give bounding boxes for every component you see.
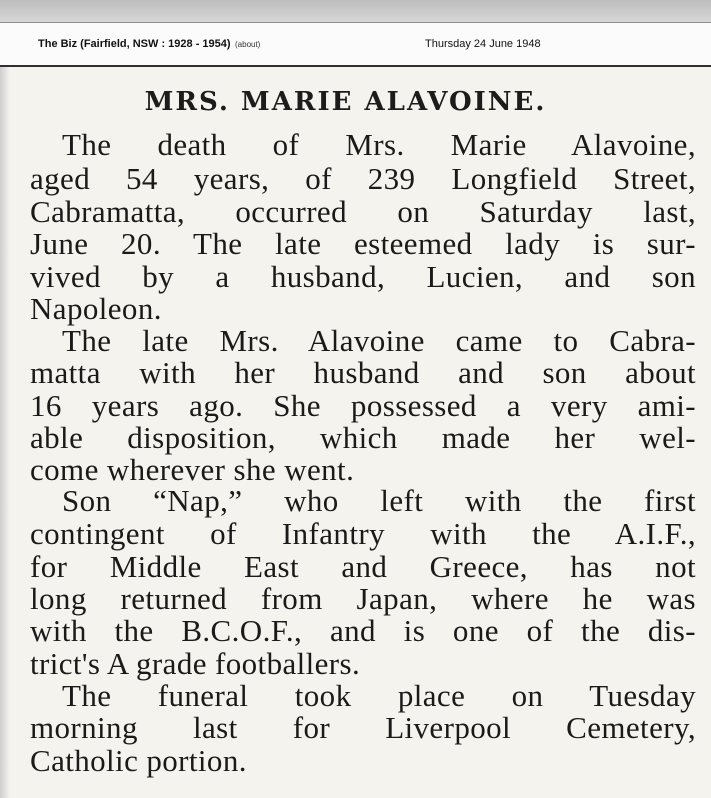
about-link[interactable]: (about) [235, 40, 261, 49]
article-line: The death of Mrs. Marie Alavoine, [62, 127, 696, 162]
article-line: trict's A grade footballers. [30, 646, 361, 681]
article-line: long returned from Japan, where he was [30, 581, 696, 616]
article-line: for Middle East and Greece, has not [30, 549, 696, 584]
article-line: with the B.C.O.F., and is one of the dis- [30, 613, 696, 648]
article-line: vived by a husband, Lucien, and son [30, 259, 696, 294]
article-line: able disposition, which made her wel- [30, 420, 696, 455]
newspaper-clipping [0, 67, 711, 798]
clipping-header [0, 23, 711, 67]
article-line: 16 years ago. She possessed a very ami- [30, 388, 696, 423]
article-line: Napoleon. [30, 291, 162, 326]
browser-strip [0, 0, 711, 23]
article-line: come wherever she went. [30, 452, 355, 487]
article-line: Cabramatta, occurred on Saturday last, [30, 194, 696, 229]
article-line: morning last for Liverpool Cemetery, [30, 710, 696, 745]
article-line: June 20. The late esteemed lady is sur- [30, 226, 696, 261]
article-line: contingent of Infantry with the A.I.F., [30, 516, 696, 551]
issue-date: Thursday 24 June 1948 [425, 38, 541, 50]
article-title: MRS. MARIE ALAVOINE. [144, 87, 547, 117]
article-line: The funeral took place on Tuesday [62, 678, 696, 713]
article-line: The late Mrs. Alavoine came to Cabra- [62, 323, 696, 358]
article-line: Son “Nap,” who left with the first [62, 483, 696, 518]
article-line: matta with her husband and son about [30, 355, 696, 390]
article-line: aged 54 years, of 239 Longfield Street, [30, 161, 696, 196]
article-line: Catholic portion. [30, 743, 247, 778]
publication-title: The Biz (Fairfield, NSW : 1928 - 1954) [38, 38, 231, 50]
scan-edge [0, 67, 10, 798]
